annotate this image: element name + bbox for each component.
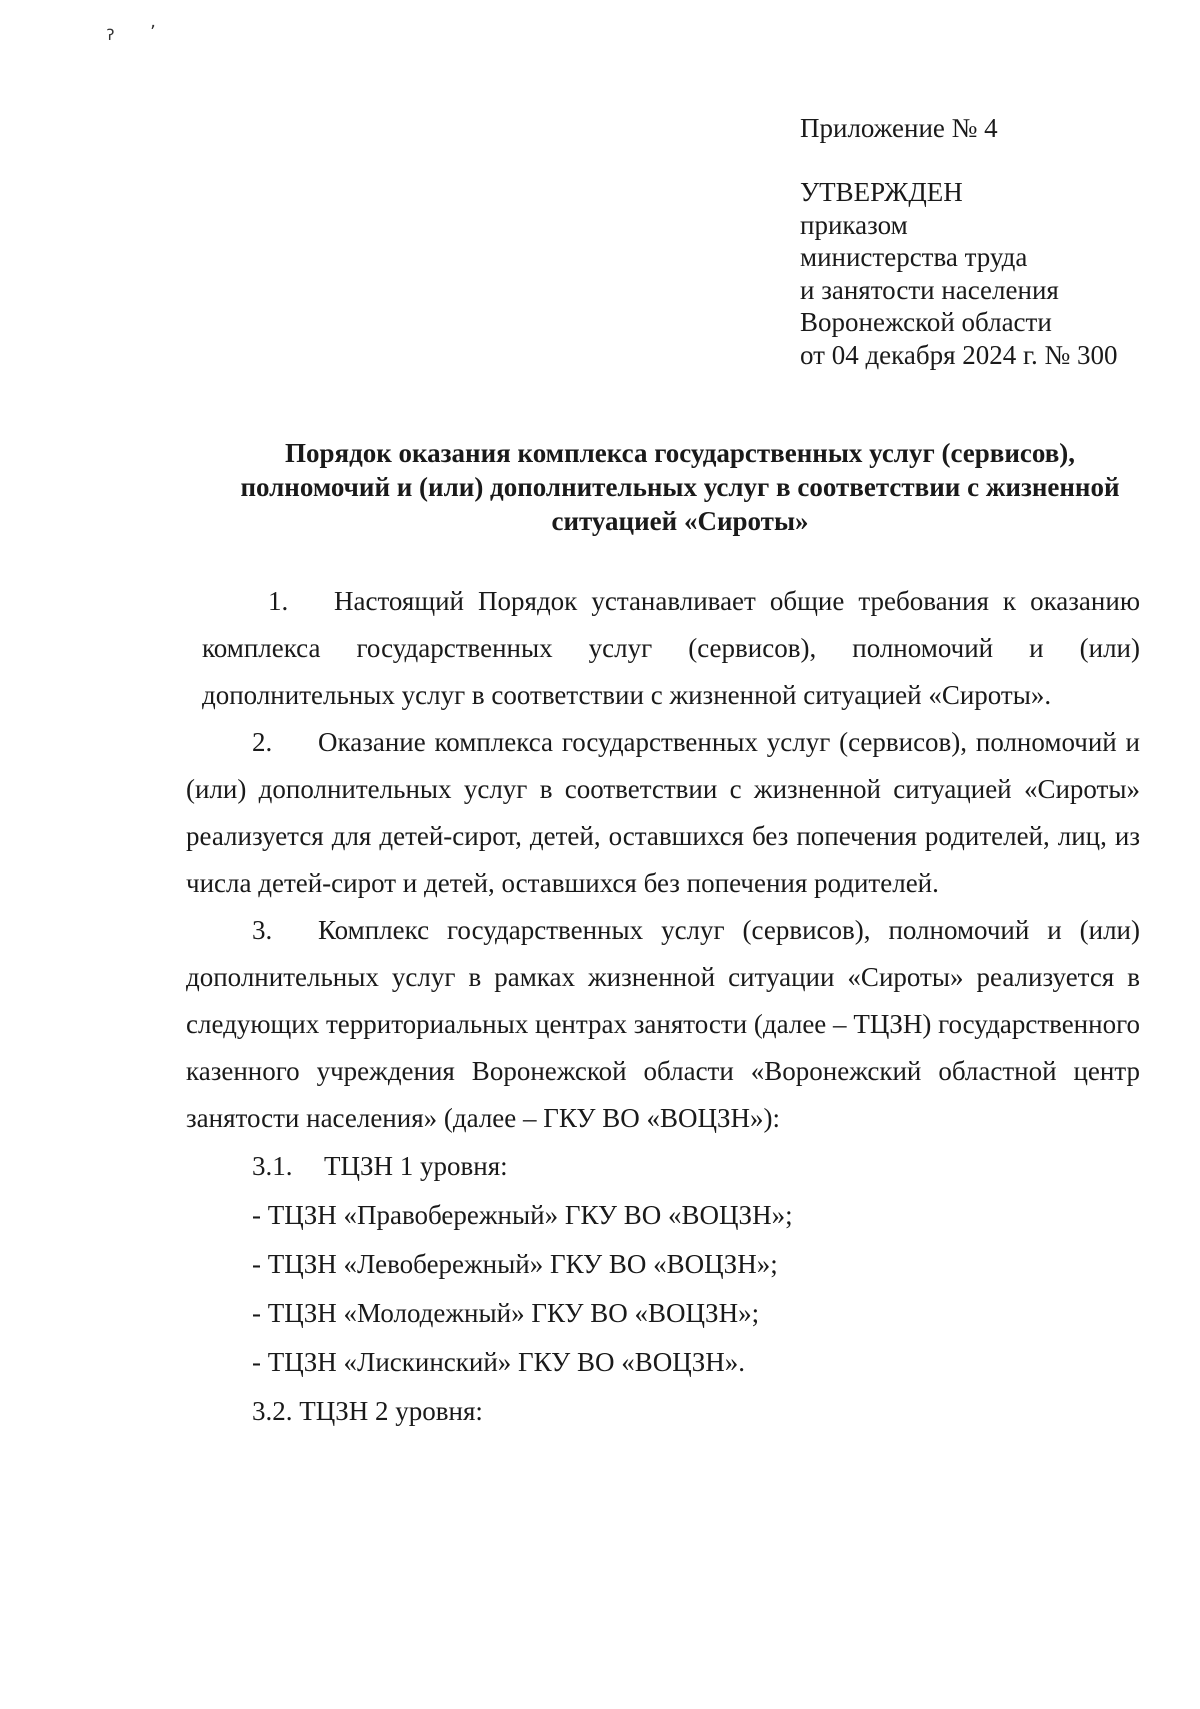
document-title xyxy=(200,436,1160,538)
paragraph-text: Комплекс государственных услуг (сервисов), полномочий и (или) дополнительных услуг в рамках жизненной ситуации «Сироты» реализуется в следующих территориальных центрах занятости (далее – ТЦЗН) государственного казенного учреждения Воронежской области «Воронежский областной центр занятости населения» (далее – ГКУ ВО «ВОЦЗН»): xyxy=(186,915,1140,1133)
approval-line: УТВЕРЖДЕН xyxy=(800,177,963,207)
paragraph-text: Оказание комплекса государственных услуг (сервисов), полномочий и (или) дополнительных услуг в соответствии с жизненной ситуацией «Сироты» реализуется для детей-сирот, детей, оставшихся без попечения родителей, лиц, из числа детей-сирот и детей, оставшихся без попечения родителей. xyxy=(186,727,1140,898)
approval-line: от 04 декабря 2024 г. № 300 xyxy=(800,339,1118,370)
section-label: ТЦЗН 1 уровня: xyxy=(324,1151,508,1181)
paragraph-number: 2. xyxy=(252,727,273,757)
scan-artifact-mark: ʼ xyxy=(150,22,156,43)
approval-line: и занятости населения xyxy=(800,274,1059,305)
paragraph-1 xyxy=(202,578,1140,719)
approval-block xyxy=(800,176,1118,371)
document-body xyxy=(186,578,1140,1436)
list-item: - ТЦЗН «Левобережный» ГКУ ВО «ВОЦЗН»; xyxy=(252,1249,778,1279)
list-item: - ТЦЗН «Лискинский» ГКУ ВО «ВОЦЗН». xyxy=(252,1347,746,1377)
paragraph-text: Настоящий Порядок устанавливает общие требования к оказанию комплекса государственных услуг (сервисов), полномочий и (или) дополнительных услуг в соответствии с жизненной ситуацией «Сироты». xyxy=(202,586,1140,710)
approval-line: министерства труда xyxy=(800,242,1028,272)
section-3-1-heading xyxy=(186,1142,1140,1191)
paragraph-number: 3. xyxy=(252,915,273,945)
list-item: - ТЦЗН «Молодежный» ГКУ ВО «ВОЦЗН»; xyxy=(252,1298,760,1328)
approval-line: приказом xyxy=(800,209,908,240)
title-line: полномочий и (или) дополнительных услуг в соответствии с жизненной xyxy=(240,472,1120,502)
paragraph-2 xyxy=(186,719,1140,907)
list-item: - ТЦЗН «Правобережный» ГКУ ВО «ВОЦЗН»; xyxy=(252,1200,793,1230)
paragraph-3 xyxy=(186,907,1140,1142)
paragraph-number: 1. xyxy=(268,586,289,616)
section-3-2-heading: 3.2. ТЦЗН 2 уровня: xyxy=(252,1396,483,1426)
title-line: ситуацией «Сироты» xyxy=(551,506,809,536)
approval-line: Воронежской области xyxy=(800,307,1052,337)
section-number: 3.1. xyxy=(252,1151,293,1181)
title-line: Порядок оказания комплекса государственных услуг (сервисов), xyxy=(284,438,1076,468)
appendix-number: Приложение № 4 xyxy=(800,113,998,143)
scan-artifact-mark: ॽ xyxy=(106,24,115,45)
